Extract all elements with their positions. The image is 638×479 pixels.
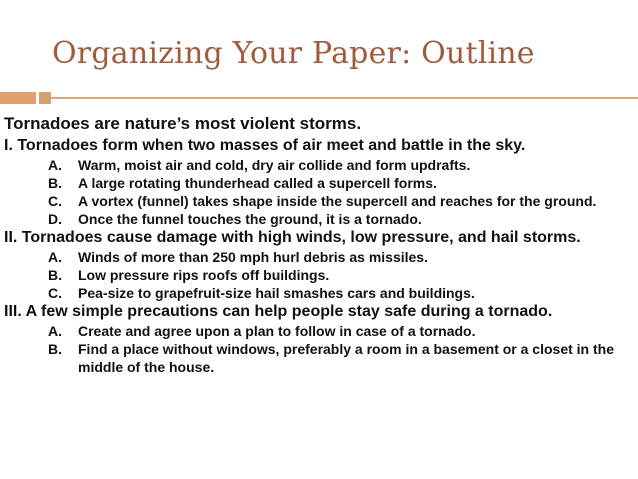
item-letter: C. [48, 193, 62, 209]
item-text: Once the funnel touches the ground, it is a tornado. [78, 211, 422, 227]
thesis-statement: Tornadoes are nature’s most violent storms. [4, 114, 362, 133]
list-item [4, 284, 632, 302]
item-letter: A. [48, 157, 62, 173]
item-letter: A. [48, 323, 62, 339]
item-letter: C. [48, 285, 62, 301]
item-text: Warm, moist air and cold, dry air collide and form updrafts. [78, 157, 471, 173]
title-divider-rule [51, 97, 638, 99]
item-text: Pea-size to grapefruit-size hail smashes cars and buildings. [78, 285, 475, 301]
item-letter: B. [48, 341, 62, 357]
list-item [4, 248, 632, 266]
item-letter: B. [48, 267, 62, 283]
title-accent-square [39, 92, 51, 104]
list-item [4, 322, 632, 340]
section-heading: III. A few simple precautions can help people stay safe during a tornado. [4, 303, 553, 320]
list-item [4, 266, 632, 284]
section-heading: I. Tornadoes form when two masses of air meet and battle in the sky. [4, 137, 526, 154]
item-letter: A. [48, 249, 62, 265]
list-item [4, 210, 632, 228]
item-text: Winds of more than 250 mph hurl debris as missiles. [78, 249, 428, 265]
item-letter: B. [48, 175, 62, 191]
item-text: Find a place without windows, preferably a room in a basement or a closet in the middle of the house. [78, 341, 614, 375]
item-text: A vortex (funnel) takes shape inside the supercell and reaches for the ground. [78, 193, 597, 209]
item-text: A large rotating thunderhead called a supercell forms. [78, 175, 437, 191]
list-item [4, 192, 632, 210]
outline-body [4, 112, 632, 376]
list-item [4, 174, 632, 192]
slide-title: Organizing Your Paper: Outline [52, 36, 535, 71]
list-item [4, 340, 632, 376]
list-item [4, 156, 632, 174]
item-text: Low pressure rips roofs off buildings. [78, 267, 330, 283]
section-heading: II. Tornadoes cause damage with high winds, low pressure, and hail storms. [4, 229, 581, 246]
title-accent-bar [0, 92, 36, 104]
item-letter: D. [48, 211, 62, 227]
item-text: Create and agree upon a plan to follow in case of a tornado. [78, 323, 476, 339]
